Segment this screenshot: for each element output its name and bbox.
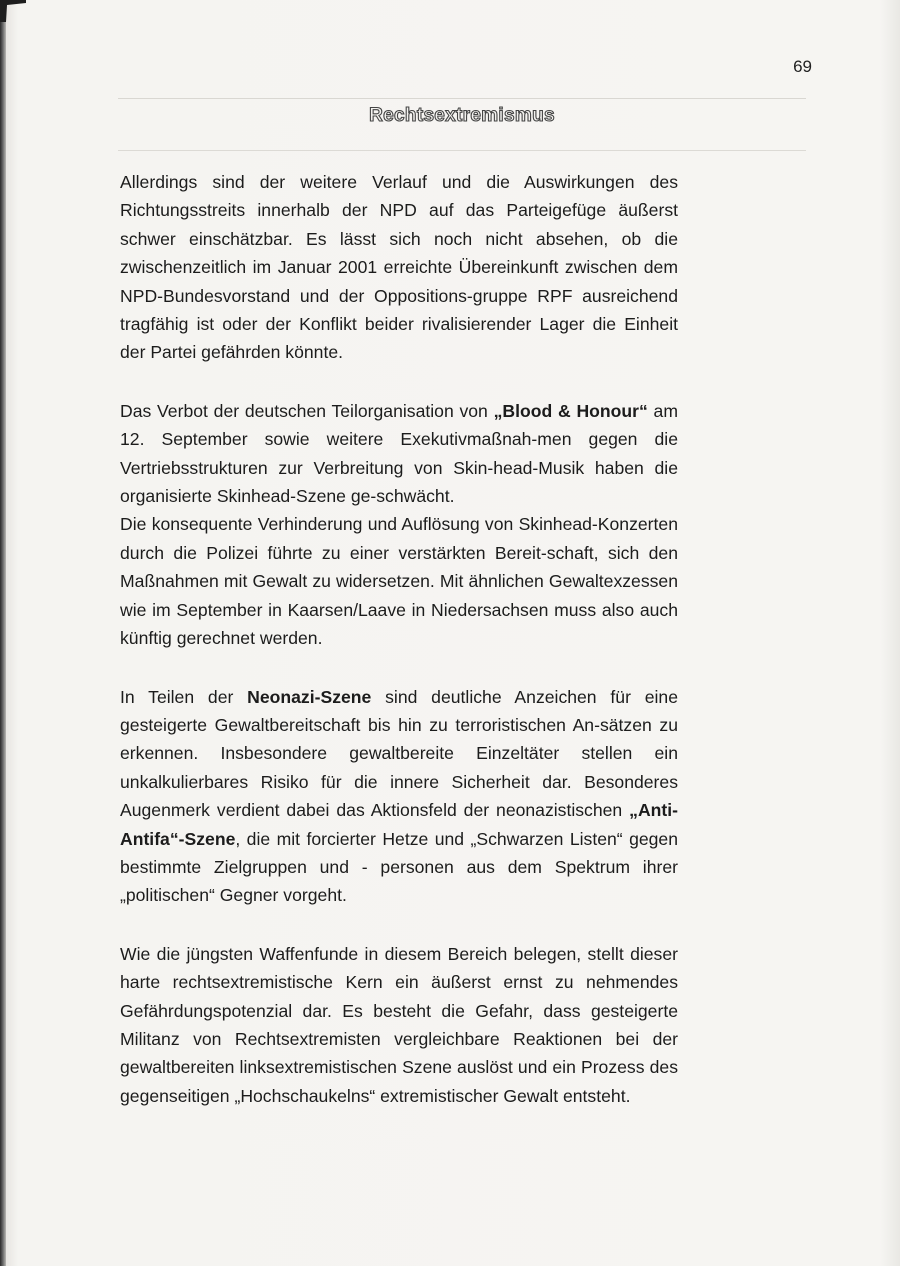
paragraph-skinhead-concerts: Die konsequente Verhinderung und Auflösung von Skinhead-Konzerten durch die Polizei führte zu einer verstärkten Bereit-schaft, sich den Maßnahmen mit Gewalt zu widersetzen. Mit ähnlichen Gewaltexzessen wie im September in Kaarsen/Laave in Niedersachsen muss also auch künftig gerechnet werden. <box>120 514 678 649</box>
paragraph-npd-dispute: Allerdings sind der weitere Verlauf und die Auswirkungen des Richtungsstreits innerhalb der NPD auf das Parteigefüge äußerst schwer einschätzbar. Es lässt sich noch nicht absehen, ob die zwischenzeitlich im Januar 2001 erreichte Übereinkunft zwischen dem NPD-Bundesvorstand und der Oppositions-gruppe RPF ausreichend tragfähig ist oder der Konflikt beider rivalisierender Lager die Einheit der Partei gefährden könnte. <box>120 172 678 363</box>
paragraph-text: sind deutliche Anzeichen für eine gesteigerte Gewaltbereitschaft bis hin zu terroristischen An-sätzen zu erkennen. Insbesondere gewaltbereite Einzeltäter stellen ein unkalkulierbares Risiko für die innere Sicherheit dar. Besonderes Augenmerk verdient dabei das Aktionsfeld der neonazistischen <box>120 686 678 821</box>
paragraph-blood-honour-ban <box>120 397 678 511</box>
paragraph-neonazi-scene <box>120 683 678 910</box>
binding-edge <box>0 0 6 1266</box>
header-rule-top <box>118 98 806 99</box>
paragraph-text: In Teilen der <box>120 686 248 707</box>
paragraph-text: , die mit forcierter Hetze und „Schwarzen Listen“ gegen bestimmte Zielgruppen und - personen aus dem Spektrum ihrer „politischen“ Gegner vorgeht. <box>120 828 678 906</box>
bold-term-blood-honour: „Blood & Honour“ <box>493 400 648 421</box>
paragraph-text: Das Verbot der deutschen Teilorganisation von <box>120 400 494 421</box>
body-text <box>120 168 678 1110</box>
paragraph-text: am 12. September sowie weitere Exekutivmaßnah-men gegen die Vertriebsstrukturen zur Verbreitung von Skin-head-Musik haben die organisierte Skinhead-Szene ge-schwächt. <box>120 400 678 507</box>
corner-crop-mark <box>0 0 26 22</box>
paragraph-gap <box>120 910 678 940</box>
paragraph-weapon-finds: Wie die jüngsten Waffenfunde in diesem Bereich belegen, stellt dieser harte rechtsextremistische Kern ein äußerst ernst zu nehmendes Gefährdungspotenzial dar. Es besteht die Gefahr, dass gesteigerte Militanz von Rechtsextremisten vergleichbare Reaktionen bei der gewaltbereiten linksextremistischen Szene auslöst und ein Prozess des gegenseitigen „Hochschaukelns“ extremistischer Gewalt entsteht. <box>120 943 678 1106</box>
header-rule-bottom <box>118 150 806 151</box>
bold-term-anti-antifa: „Anti-Antifa“-Szene <box>120 800 678 849</box>
page-number: 69 <box>793 57 812 76</box>
paragraph-gap <box>120 653 678 683</box>
bold-term-neonazi-szene: Neonazi-Szene <box>247 686 372 707</box>
paragraph-gap <box>120 367 678 397</box>
running-head: Rechtsextremismus <box>369 105 555 126</box>
